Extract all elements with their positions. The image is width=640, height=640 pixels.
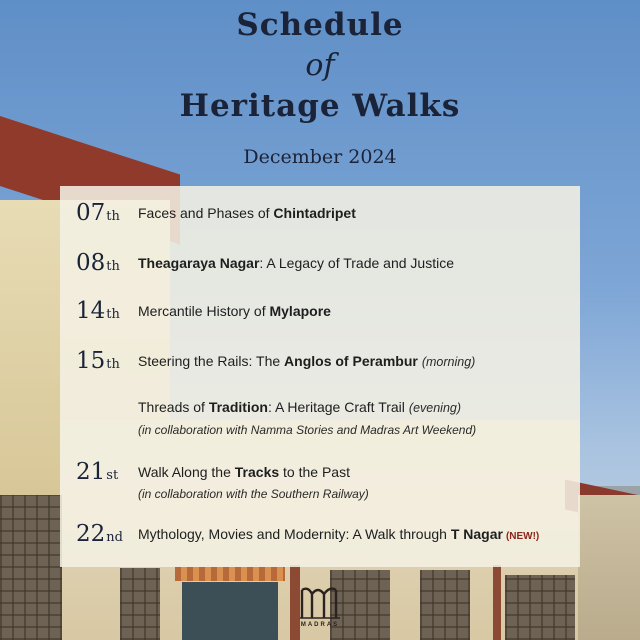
event-title [138,291,331,331]
month-label: December 2024 [243,146,397,168]
event-date [76,243,136,283]
logo-text: MADRAS [300,622,340,628]
title-place: Anglos of Perambur [284,353,418,369]
event-date [76,291,136,331]
title-text: Walk Along the [138,464,235,480]
title-schedule: Schedule [236,7,404,43]
event-row-15-evening [60,387,580,427]
date-suffix: th [106,259,120,274]
window-grille [0,495,62,640]
title-place: T Nagar [450,526,503,542]
date-suffix: nd [106,530,123,545]
collaboration-note: (in collaboration with Namma Stories and Madras Art Weekend) [138,423,477,437]
event-date [76,193,136,233]
schedule-panel [60,186,580,567]
event-title [138,514,539,554]
window-grille [120,568,160,640]
title-text: : A Heritage Craft Trail [267,399,405,415]
time-note: (evening) [408,401,462,415]
new-badge: (NEW!) [505,531,540,542]
pillar [493,565,501,640]
title-place: Tradition [208,399,268,415]
date-number: 14 [76,298,106,324]
date-number: 22 [76,521,106,547]
title-text: Mythology, Movies and Modernity: A Walk through [138,526,451,542]
title-text: to the Past [279,464,350,480]
title-text: Steering the Rails: The [138,353,285,369]
madras-logo [295,584,345,640]
date-number: 15 [76,348,106,374]
time-note: (morning) [421,355,476,369]
event-title [138,387,461,427]
event-row-14 [60,291,580,331]
title-place: Tracks [234,464,280,480]
collaboration-note: (in collaboration with the Southern Railway) [138,487,369,501]
event-title [138,193,356,233]
event-row-21 [60,452,580,492]
title-text: Faces and Phases of [138,205,274,221]
event-row-07 [60,193,580,233]
window-grille [420,570,470,640]
event-date [76,452,136,492]
doorway [182,582,278,640]
title-heritage-walks: Heritage Walks [179,88,461,124]
event-title [138,452,350,492]
title-place: Chintadripet [273,205,356,221]
date-number: 08 [76,250,106,276]
building-right [578,495,640,640]
logo-mark-icon [298,584,342,620]
date-number: 07 [76,200,106,226]
date-suffix: th [106,307,120,322]
event-row-08 [60,243,580,283]
date-suffix: st [106,468,119,483]
date-suffix: th [106,209,120,224]
event-row-22 [60,514,580,554]
awning [175,567,285,581]
title-place: Theagaraya Nagar [138,255,260,271]
title-text: Threads of [138,399,209,415]
date-number: 21 [76,459,106,485]
title-text: Mercantile History of [138,303,270,319]
title-place: Mylapore [269,303,331,319]
title-text: : A Legacy of Trade and Justice [259,255,454,271]
event-title [138,341,475,381]
event-title [138,243,454,283]
title-of: of [305,48,335,83]
event-row-15 [60,341,580,381]
window-grille [505,575,575,640]
event-date [76,341,136,381]
date-suffix: th [106,357,120,372]
event-date [76,514,136,554]
